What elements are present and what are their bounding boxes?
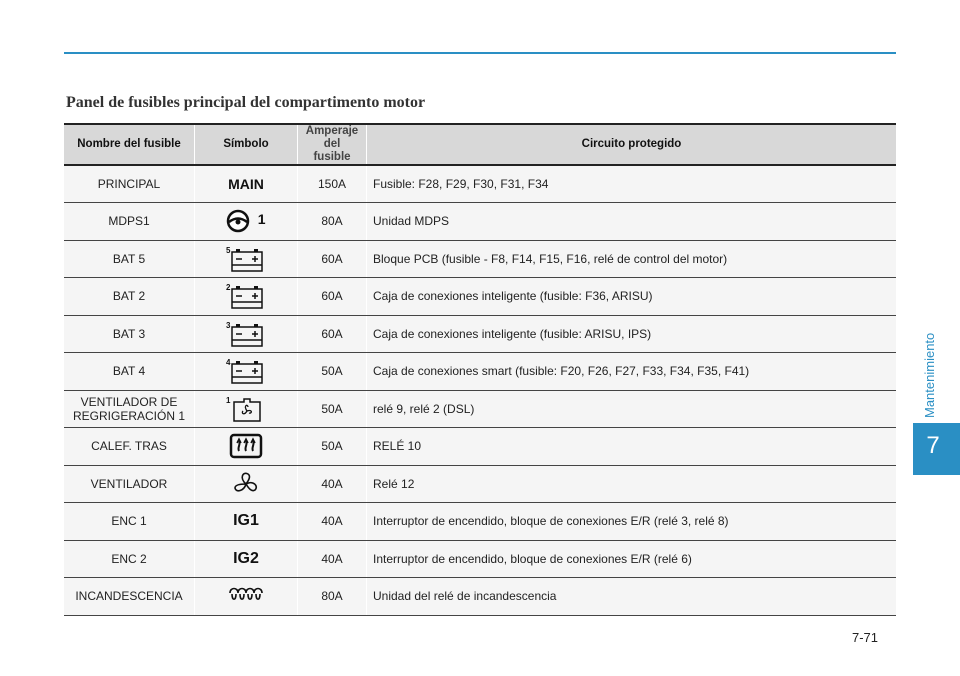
table-row bbox=[64, 278, 896, 316]
fuse-symbol bbox=[195, 390, 298, 428]
fuse-amperage: 150A bbox=[298, 165, 367, 203]
fuse-amperage: 40A bbox=[298, 540, 367, 578]
fuse-circuit: Unidad MDPS bbox=[367, 203, 897, 241]
svg-text:2: 2 bbox=[226, 283, 231, 293]
fuse-symbol bbox=[195, 278, 298, 316]
cooling-fan-icon bbox=[226, 395, 266, 415]
table-row bbox=[64, 353, 896, 391]
table-row bbox=[64, 240, 896, 278]
fuse-amperage: 60A bbox=[298, 278, 367, 316]
fuse-symbol bbox=[195, 465, 298, 503]
header-name: Nombre del fusible bbox=[64, 124, 195, 165]
fuse-circuit: Caja de conexiones inteligente (fusible: ARISU, IPS) bbox=[367, 315, 897, 353]
fuse-amperage: 50A bbox=[298, 353, 367, 391]
fuse-name: PRINCIPAL bbox=[64, 165, 195, 203]
steering-wheel-icon bbox=[226, 213, 257, 227]
battery-icon bbox=[226, 358, 266, 377]
battery-icon bbox=[226, 283, 266, 302]
header-symbol: Símbolo bbox=[195, 124, 298, 165]
fuse-amperage: 40A bbox=[298, 465, 367, 503]
fuse-name: BAT 4 bbox=[64, 353, 195, 391]
table-header-row bbox=[64, 124, 896, 165]
fuse-circuit: relé 9, relé 2 (DSL) bbox=[367, 390, 897, 428]
fuse-amperage: 80A bbox=[298, 578, 367, 616]
table-row bbox=[64, 540, 896, 578]
fuse-symbol: IG1 bbox=[195, 503, 298, 541]
fuse-amperage: 60A bbox=[298, 240, 367, 278]
battery-icon bbox=[226, 320, 266, 340]
fuse-circuit: Caja de conexiones smart (fusible: F20, F26, F27, F33, F34, F35, F41) bbox=[367, 353, 897, 391]
table-row bbox=[64, 165, 896, 203]
svg-text:5: 5 bbox=[226, 245, 231, 255]
fuse-name: BAT 2 bbox=[64, 278, 195, 316]
fan-icon bbox=[231, 476, 261, 490]
fuse-symbol: IG2 bbox=[195, 540, 298, 578]
top-rule bbox=[64, 52, 896, 54]
fuse-circuit: Unidad del relé de incandescencia bbox=[367, 578, 897, 616]
fuse-circuit: Fusible: F28, F29, F30, F31, F34 bbox=[367, 165, 897, 203]
table-row bbox=[64, 428, 896, 466]
fuse-amperage: 60A bbox=[298, 315, 367, 353]
page-title: Panel de fusibles principal del compartimento motor bbox=[66, 94, 426, 111]
fuse-circuit: Relé 12 bbox=[367, 465, 897, 503]
fuse-name: MDPS1 bbox=[64, 203, 195, 241]
fuse-amperage: 50A bbox=[298, 428, 367, 466]
fuse-name: ENC 1 bbox=[64, 503, 195, 541]
svg-text:4: 4 bbox=[226, 358, 231, 368]
svg-text:1: 1 bbox=[226, 395, 231, 405]
table-row bbox=[64, 315, 896, 353]
fuse-name: CALEF. TRAS bbox=[64, 428, 195, 466]
table-row bbox=[64, 503, 896, 541]
header-amperage: Amperaje del fusible bbox=[298, 124, 367, 165]
fuse-symbol: MAIN bbox=[195, 165, 298, 203]
fuse-circuit: Caja de conexiones inteligente (fusible: F36, ARISU) bbox=[367, 278, 897, 316]
table-row bbox=[64, 578, 896, 616]
chapter-number: 7 bbox=[926, 432, 940, 459]
rear-defrost-icon bbox=[229, 438, 263, 452]
fuse-circuit: Interruptor de encendido, bloque de conexiones E/R (relé 6) bbox=[367, 540, 897, 578]
header-circuit: Circuito protegido bbox=[367, 124, 897, 165]
fuse-name: BAT 5 bbox=[64, 240, 195, 278]
table-row bbox=[64, 203, 896, 241]
fuse-name: VENTILADOR bbox=[64, 465, 195, 503]
fuse-name: VENTILADOR DE REGRIGERACIÓN 1 bbox=[64, 390, 195, 428]
fuse-symbol bbox=[195, 240, 298, 278]
fuse-symbol bbox=[195, 315, 298, 353]
fuse-symbol bbox=[195, 353, 298, 391]
fuse-name: ENC 2 bbox=[64, 540, 195, 578]
fuse-name: BAT 3 bbox=[64, 315, 195, 353]
svg-text:3: 3 bbox=[226, 320, 231, 330]
fuse-amperage: 40A bbox=[298, 503, 367, 541]
table-row bbox=[64, 390, 896, 428]
battery-icon bbox=[226, 245, 266, 265]
page-number: 7-71 bbox=[852, 630, 879, 645]
fuse-symbol bbox=[195, 578, 298, 616]
fuse-amperage: 50A bbox=[298, 390, 367, 428]
fuse-symbol bbox=[195, 428, 298, 466]
table-row bbox=[64, 465, 896, 503]
fuse-circuit: RELÉ 10 bbox=[367, 428, 897, 466]
fuse-circuit: Interruptor de encendido, bloque de conexiones E/R (relé 3, relé 8) bbox=[367, 503, 897, 541]
glow-plug-icon bbox=[228, 588, 264, 602]
fuse-amperage: 80A bbox=[298, 203, 367, 241]
fuse-symbol: 1 bbox=[195, 203, 298, 241]
fuse-table bbox=[64, 123, 896, 616]
side-section-label: Mantenimiento bbox=[922, 332, 937, 418]
fuse-circuit: Bloque PCB (fusible - F8, F14, F15, F16, relé de control del motor) bbox=[367, 240, 897, 278]
fuse-name: INCANDESCENCIA bbox=[64, 578, 195, 616]
